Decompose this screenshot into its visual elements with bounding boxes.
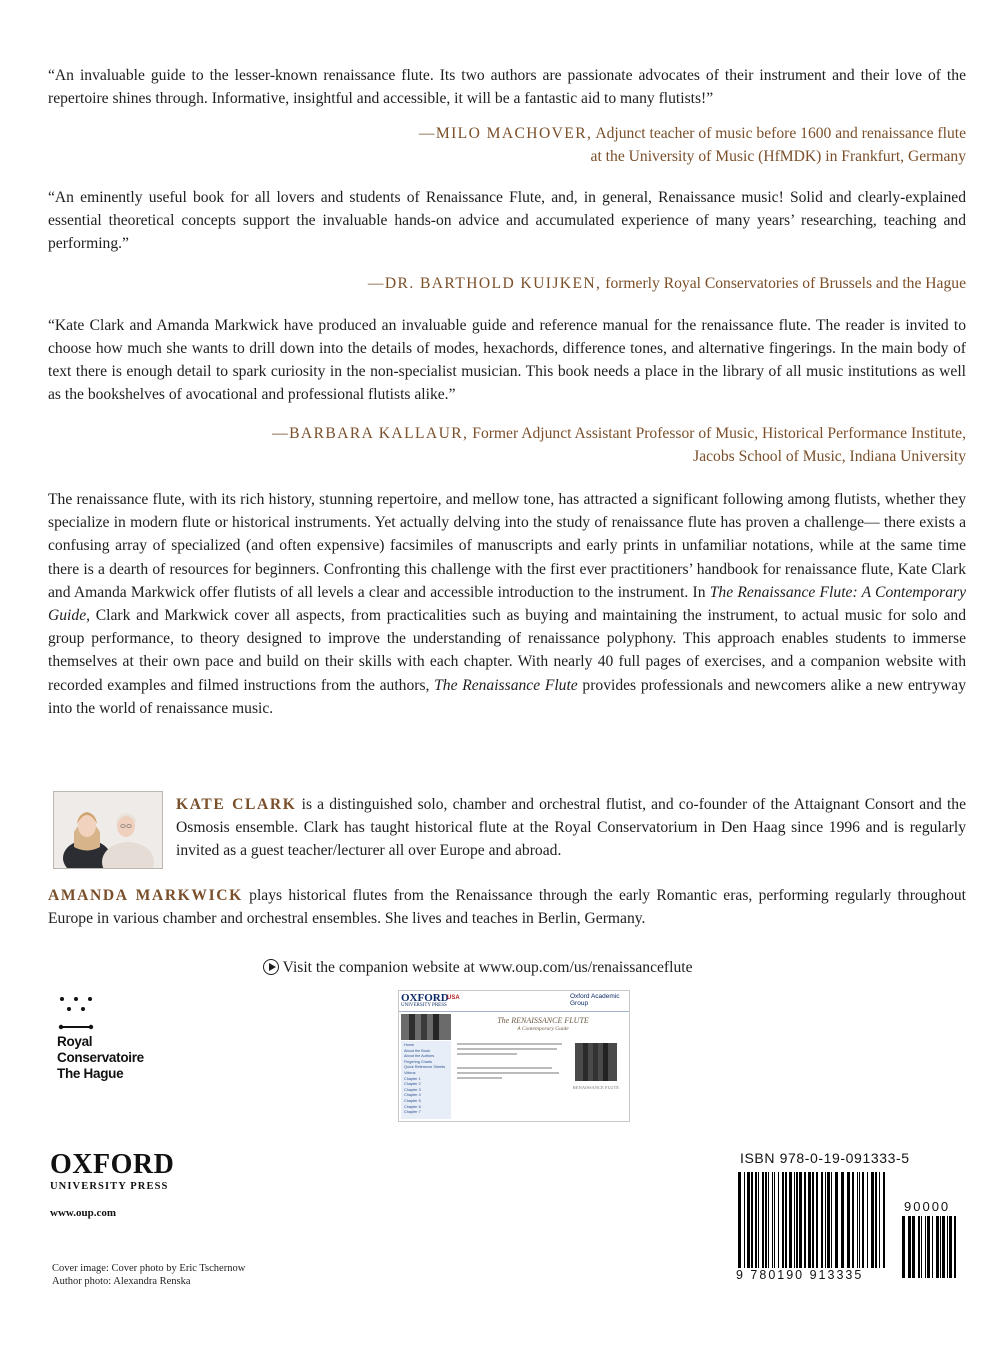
barcode-bar — [918, 1216, 920, 1278]
author-photo-image — [54, 792, 162, 868]
barcode-main — [738, 1172, 886, 1272]
play-icon — [263, 959, 279, 975]
preview-nav-item: Chapter 7 — [404, 1110, 421, 1115]
preview-nav-item: Videos — [404, 1070, 416, 1075]
author-text-amanda-markwick: plays historical flutes from the Renaissance through the early Romantic eras, performing regularly throughout Europe in various chamber and orchestral ensembles. She lives and teaches in Berlin, Germany. — [48, 887, 966, 927]
barcode-bar — [841, 1172, 844, 1276]
barcode-bar — [821, 1172, 823, 1276]
barcode-bar — [879, 1172, 880, 1276]
website-preview — [398, 990, 630, 1122]
author-bio-kate-clark — [176, 793, 966, 862]
cover-image-credit: Cover image: Cover photo by Eric Tschernow — [52, 1263, 246, 1274]
barcode-bar — [796, 1172, 798, 1276]
author-bio-amanda-markwick — [48, 884, 966, 930]
description-title-1: The Renaissance Flute: A Contemporary Guide — [48, 583, 967, 625]
companion-website-text: Visit the companion website at www.oup.com/us/renaissanceflute — [282, 959, 693, 976]
barcode-bar — [847, 1172, 850, 1276]
quote-3-name: —BARBARA KALLAUR, — [272, 425, 469, 442]
barcode-bar — [827, 1172, 830, 1276]
barcode-bar — [835, 1172, 838, 1276]
preview-usa: USA — [447, 995, 460, 1001]
barcode-bar — [867, 1172, 868, 1276]
preview-header-title: The RENAISSANCE FLUTE — [497, 1016, 589, 1025]
barcode-bar — [875, 1172, 877, 1276]
description-title-2: The Renaissance Flute — [434, 676, 578, 694]
preview-nav-item: About the Authors — [404, 1054, 435, 1059]
barcode-bar — [744, 1172, 745, 1276]
preview-nav-item: Chapter 2 — [404, 1082, 421, 1087]
barcode-bar — [747, 1172, 750, 1276]
quote-3-text: “Kate Clark and Amanda Markwick have produced an invaluable guide and reference manual for the renaissance flute. The reader is invited to choose how much she wants to drill down into the details of modes, hexachords, difference tones, and alternative fingerings. In the main body of text there is enough detail to spark curiosity in the non-specialist musician. This book needs a place in the library of all music institutions as well as the bookshelves of avocational and professional flutists alike.” — [48, 317, 966, 403]
barcode-bar — [772, 1172, 773, 1276]
barcode-bar — [758, 1172, 759, 1276]
barcode-bar — [762, 1172, 764, 1276]
quote-1-attribution — [419, 122, 966, 168]
barcode-bar — [932, 1216, 933, 1278]
author-text-kate-clark: is a distinguished solo, chamber and orchestral flutist, and co-founder of the Attaignant Consort and the Osmosis ensemble. Clark has taught historical flute at the Royal Conservatorium in Den Haag since 1996 and is regularly invited as a guest teacher/lecturer all over Europe and abroad. — [176, 796, 967, 859]
barcode-bar — [883, 1172, 885, 1276]
preview-nav-item: About the Book — [404, 1048, 430, 1053]
preview-nav-item: Quick Reference Sheets — [404, 1065, 446, 1070]
barcode-bar — [794, 1172, 795, 1276]
barcode-bar — [871, 1172, 874, 1276]
oxford-wordmark: OXFORD — [50, 1149, 175, 1180]
oxford-logo — [50, 1150, 174, 1194]
barcode-bar — [751, 1172, 753, 1276]
barcode-addon-digits: 90000 — [904, 1199, 951, 1214]
barcode-bar — [782, 1172, 784, 1276]
preview-nav-item: Chapter 1 — [404, 1076, 421, 1081]
preview-nav-item: Chapter 4 — [404, 1093, 421, 1098]
barcode-bar — [949, 1216, 952, 1278]
preview-book-title: RENAISSANCE FLUTE — [572, 1085, 620, 1090]
barcode-bar — [940, 1216, 941, 1278]
barcode-bar — [831, 1172, 832, 1276]
author-name-kate-clark: KATE CLARK — [176, 796, 297, 813]
barcode-addon — [902, 1216, 958, 1278]
preview-header-sub: A Contemporary Guide — [517, 1026, 569, 1032]
barcode-bar — [947, 1216, 948, 1278]
barcode-bar — [789, 1172, 792, 1276]
barcode-bar — [927, 1216, 930, 1278]
barcode-bar — [765, 1172, 767, 1276]
isbn-barcode — [738, 1172, 964, 1280]
royal-conservatoire-logo — [55, 992, 165, 1087]
barcode-bar — [859, 1172, 860, 1276]
description-part-2: , Clark and Markwick cover all aspects, from practicalities such as buying and maintaining the instrument, to actual music for solo and group performance, to theory designed to improve the understanding of renaissance polyphony. This approach enables students to immerse themselves at their own pace and build on their skills with each chapter. With nearly 40 full pages of exercises, and a companion website with recorded examples and filmed instructions from the authors, — [48, 607, 966, 694]
preview-nav-item: Chapter 3 — [404, 1087, 421, 1092]
quote-2-role-line1: formerly Royal Conservatories of Brussels and the Hague — [605, 275, 966, 292]
preview-nav — [401, 1041, 451, 1119]
conservatoire-line-2: Conservatoire — [57, 1050, 144, 1065]
preview-book-cover — [571, 1043, 621, 1117]
barcode-bar — [857, 1172, 858, 1276]
author-name-amanda-markwick: AMANDA MARKWICK — [48, 887, 243, 904]
preview-oxford-sub: UNIVERSITY PRESS — [401, 1003, 447, 1008]
barcode-bar — [825, 1172, 826, 1276]
barcode-bar — [816, 1172, 818, 1276]
conservatoire-dots-icon — [57, 992, 97, 1034]
quote-2-attribution — [368, 272, 966, 295]
barcode-bar — [768, 1172, 769, 1276]
barcode-bar — [942, 1216, 945, 1278]
barcode-digits: 9 780190 913335 — [736, 1268, 888, 1282]
barcode-bar — [785, 1172, 787, 1276]
barcode-bar — [936, 1216, 939, 1278]
oxford-subtitle: UNIVERSITY PRESS — [50, 1181, 169, 1192]
barcode-bar — [921, 1216, 922, 1278]
preview-nav-item: Chapter 6 — [404, 1104, 421, 1109]
publisher-url[interactable]: www.oup.com — [50, 1207, 117, 1219]
conservatoire-line-1: Royal — [57, 1034, 93, 1049]
barcode-bar — [774, 1172, 775, 1276]
quote-1-name: —MILO MACHOVER, — [418, 125, 593, 142]
quote-1-role-line2: at the University of Music (HfMDK) in Frankfurt, Germany — [590, 148, 966, 165]
description-part-3: provides professionals and newcomers alike a new entryway into the world of renaissance music. — [48, 676, 966, 717]
barcode-bar — [738, 1172, 741, 1276]
preview-group: Oxford Academic Group — [570, 993, 620, 1007]
description-part-1: The renaissance flute, with its rich history, stunning repertoire, and mellow tone, has attracted a significant following among flutists, whether they specialize in modern flute or historical instruments. Yet actually delving into the study of renaissance flute has proven a challenge— there exists a confusing array of specialized (and often expensive) facsimiles of manuscripts and early prints in unfamiliar notations, while at the same time there is a dearth of resources for beginners. Confronting this challenge with the first ever practitioners’ handbook for renaissance flute, Kate Clark and Amanda Markwick offer flutists of all levels a clear and accessible introduction to the instrument. In — [48, 491, 966, 601]
barcode-bar — [778, 1172, 779, 1276]
quote-3-role-line1: Former Adjunct Assistant Professor of Music, Historical Performance Institute, — [472, 425, 966, 442]
quote-3-role-line2: Jacobs School of Music, Indiana University — [693, 448, 966, 465]
barcode-bar — [808, 1172, 811, 1276]
isbn-label: ISBN 978-0-19-091333-5 — [740, 1150, 910, 1166]
barcode-bar — [912, 1216, 915, 1278]
quote-2-name: —DR. BARTHOLD KUIJKEN, — [367, 275, 602, 292]
companion-website-line[interactable] — [263, 958, 693, 978]
barcode-bar — [799, 1172, 802, 1276]
cover-credits — [52, 1262, 245, 1288]
quote-2-text: “An eminently useful book for all lovers and students of Renaissance Flute, and, in general, Renaissance music! Solid and clearly-explained essential theoretical concepts support the invaluable hands-on advice and accumulated experience of many years’ researching, teaching and performing.” — [48, 189, 966, 252]
barcode-bar — [804, 1172, 806, 1276]
preview-oxford-logo: OXFORD — [401, 992, 449, 1004]
quote-3-attribution — [272, 422, 966, 468]
barcode-bar — [925, 1216, 926, 1278]
preview-nav-item: Home — [404, 1043, 415, 1047]
barcode-bar — [862, 1172, 864, 1276]
barcode-bar — [908, 1216, 911, 1278]
author-photo-credit: Author photo: Alexandra Renska — [52, 1276, 191, 1287]
book-description — [48, 488, 966, 720]
preview-nav-item: Fingering Charts — [404, 1059, 433, 1064]
conservatoire-line-3: The Hague — [57, 1066, 124, 1081]
barcode-bar — [755, 1172, 757, 1276]
barcode-bar — [902, 1216, 905, 1278]
preview-body-text — [457, 1039, 567, 1083]
quote-1-text: “An invaluable guide to the lesser-known renaissance flute. Its two authors are passionate advocates of their instrument and their love of the repertoire shines through. Informative, insightful and accessible, it will be a fantastic aid to many flutists!” — [48, 67, 966, 107]
barcode-bar — [852, 1172, 854, 1276]
preview-nav-item: Chapter 5 — [404, 1098, 421, 1103]
quote-1-role-line1: Adjunct teacher of music before 1600 and renaissance flute — [595, 125, 966, 142]
author-photo — [53, 791, 163, 869]
preview-flute-photo — [401, 1014, 451, 1040]
barcode-bar — [812, 1172, 814, 1276]
barcode-bar — [954, 1216, 956, 1278]
